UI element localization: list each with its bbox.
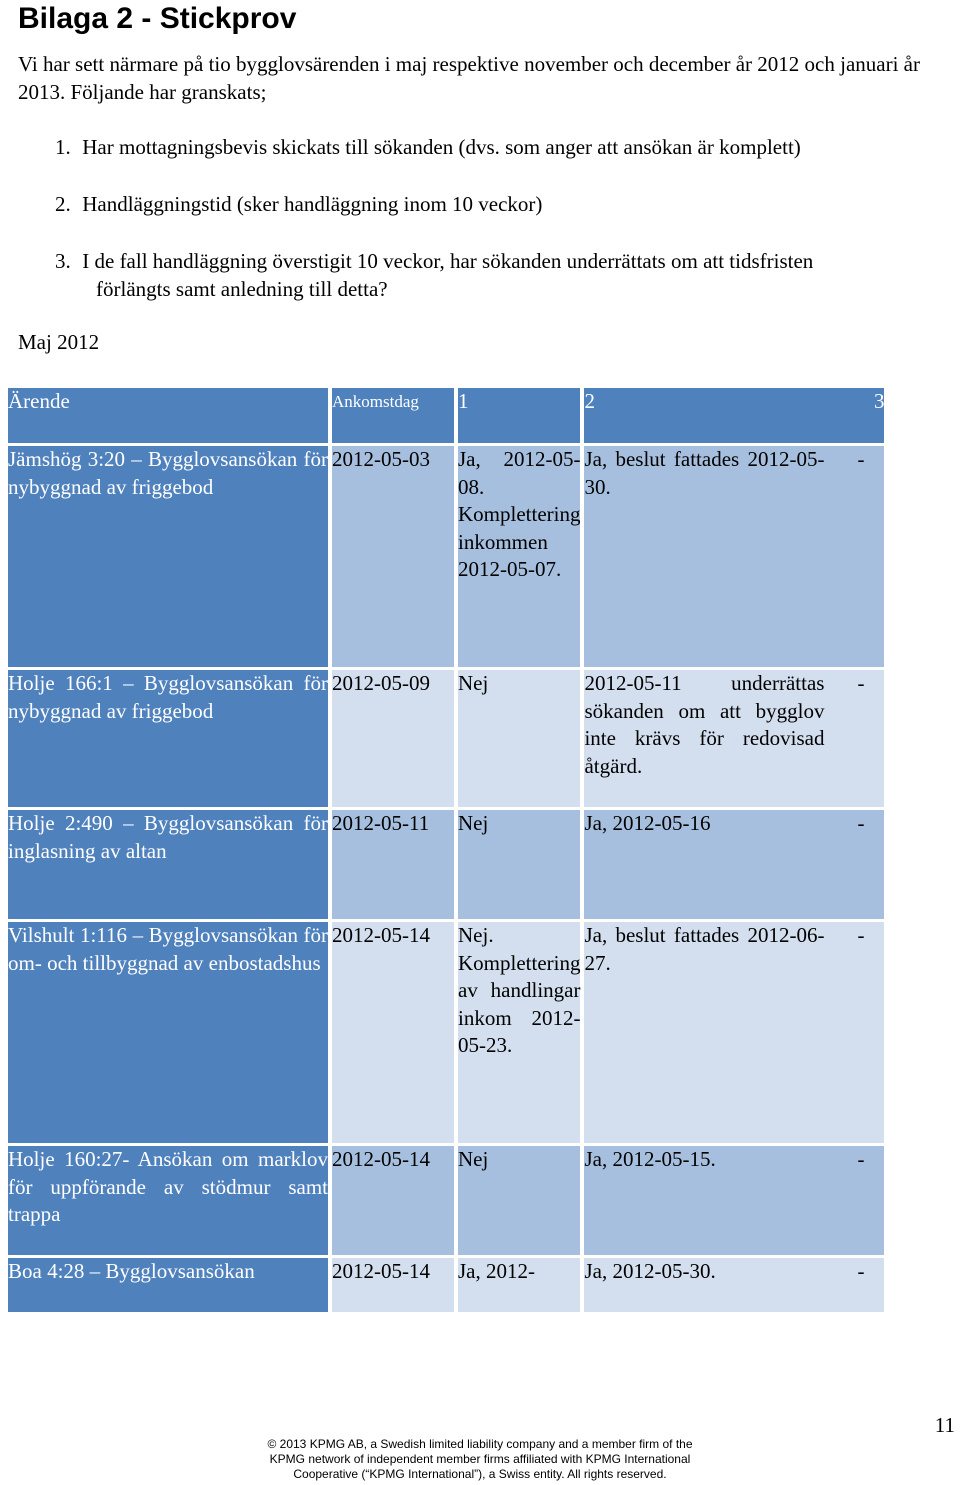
cell-ankomstdag: 2012-05-09 [328,667,454,807]
table-row [8,443,884,667]
cell-question-1: Ja, 2012-05-08. Komplettering inkommen 2012-05-07. [454,443,580,667]
page-title: Bilaga 2 - Stickprov [18,2,297,35]
section-heading-month: Maj 2012 [18,330,100,354]
cell-question-2: Ja, 2012-05-30. [580,1255,824,1312]
cell-arende: Jämshög 3:20 – Bygglovsansökan för nybyggnad av friggebod [8,443,328,667]
list-item [55,247,925,303]
cell-question-3: - [824,667,884,807]
cell-question-1: Nej [454,1143,580,1255]
header-question-2: 2 [580,388,824,443]
cell-arende: Boa 4:28 – Bygglovsansökan [8,1255,328,1312]
list-item-text: Har mottagningsbevis skickats till sökanden (dvs. som anger att ansökan är komplett) [82,135,801,159]
footer-line: KPMG network of independent member firms affiliated with KPMG International [269,1452,691,1466]
cell-question-2: Ja, 2012-05-16 [580,807,824,919]
header-question-1: 1 [454,388,580,443]
table-row [8,1143,884,1255]
cell-arende: Vilshult 1:116 – Bygglovsansökan för om- och tillbyggnad av enbostadshus [8,919,328,1143]
table-row [8,807,884,919]
cell-question-3: - [824,1255,884,1312]
cell-question-1: Ja, 2012- [454,1255,580,1312]
cell-question-1: Nej. Komplettering av handlingar inkom 2012-05-23. [454,919,580,1143]
table-header-row [8,388,884,443]
list-item-text: I de fall handläggning överstigit 10 veckor, har sökanden underrättats om att tidsfristen [82,249,814,273]
cell-question-2: Ja, 2012-05-15. [580,1143,824,1255]
table-row [8,1255,884,1312]
cell-question-3: - [824,807,884,919]
list-item [55,133,925,161]
header-arende: Ärende [8,388,328,443]
cell-ankomstdag: 2012-05-11 [328,807,454,919]
cell-arende: Holje 160:27- Ansökan om marklov för uppförande av stödmur samt trappa [8,1143,328,1255]
list-item [55,190,925,218]
list-item-continuation: förlängts samt anledning till detta? [96,277,388,301]
header-question-3: 3 [824,388,884,443]
cell-question-3: - [824,1143,884,1255]
cell-question-2: 2012-05-11 underrättas sökanden om att bygglov inte krävs för redovisad åtgärd. [580,667,824,807]
cell-question-3: - [824,443,884,667]
cell-arende: Holje 166:1 – Bygglovsansökan för nybyggnad av friggebod [8,667,328,807]
cell-question-2: Ja, beslut fattades 2012-06-27. [580,919,824,1143]
footer-line: Cooperative (“KPMG International”), a Swiss entity. All rights reserved. [293,1467,667,1481]
footer [230,1437,730,1482]
intro-paragraph: Vi har sett närmare på tio bygglovsärenden i maj respektive november och december år 2012 och januari år 2013. Följande har granskats; [18,52,920,104]
header-ankomstdag: Ankomstdag [328,388,454,443]
sample-table [8,388,884,1312]
cell-question-2: Ja, beslut fattades 2012-05-30. [580,443,824,667]
list-item-text: Handläggningstid (sker handläggning inom 10 veckor) [82,192,543,216]
cell-ankomstdag: 2012-05-03 [328,443,454,667]
cell-question-3: - [824,919,884,1143]
cell-ankomstdag: 2012-05-14 [328,1143,454,1255]
list-item-number: 1. [55,135,71,159]
list-item-number: 3. [55,249,71,273]
table-row [8,667,884,807]
page-number: 11 [934,1413,955,1437]
list-item-number: 2. [55,192,71,216]
footer-line: © 2013 KPMG AB, a Swedish limited liability company and a member firm of the [267,1437,693,1451]
table-row [8,919,884,1143]
cell-arende: Holje 2:490 – Bygglovsansökan för inglasning av altan [8,807,328,919]
cell-question-1: Nej [454,807,580,919]
cell-ankomstdag: 2012-05-14 [328,919,454,1143]
cell-question-1: Nej [454,667,580,807]
cell-ankomstdag: 2012-05-14 [328,1255,454,1312]
